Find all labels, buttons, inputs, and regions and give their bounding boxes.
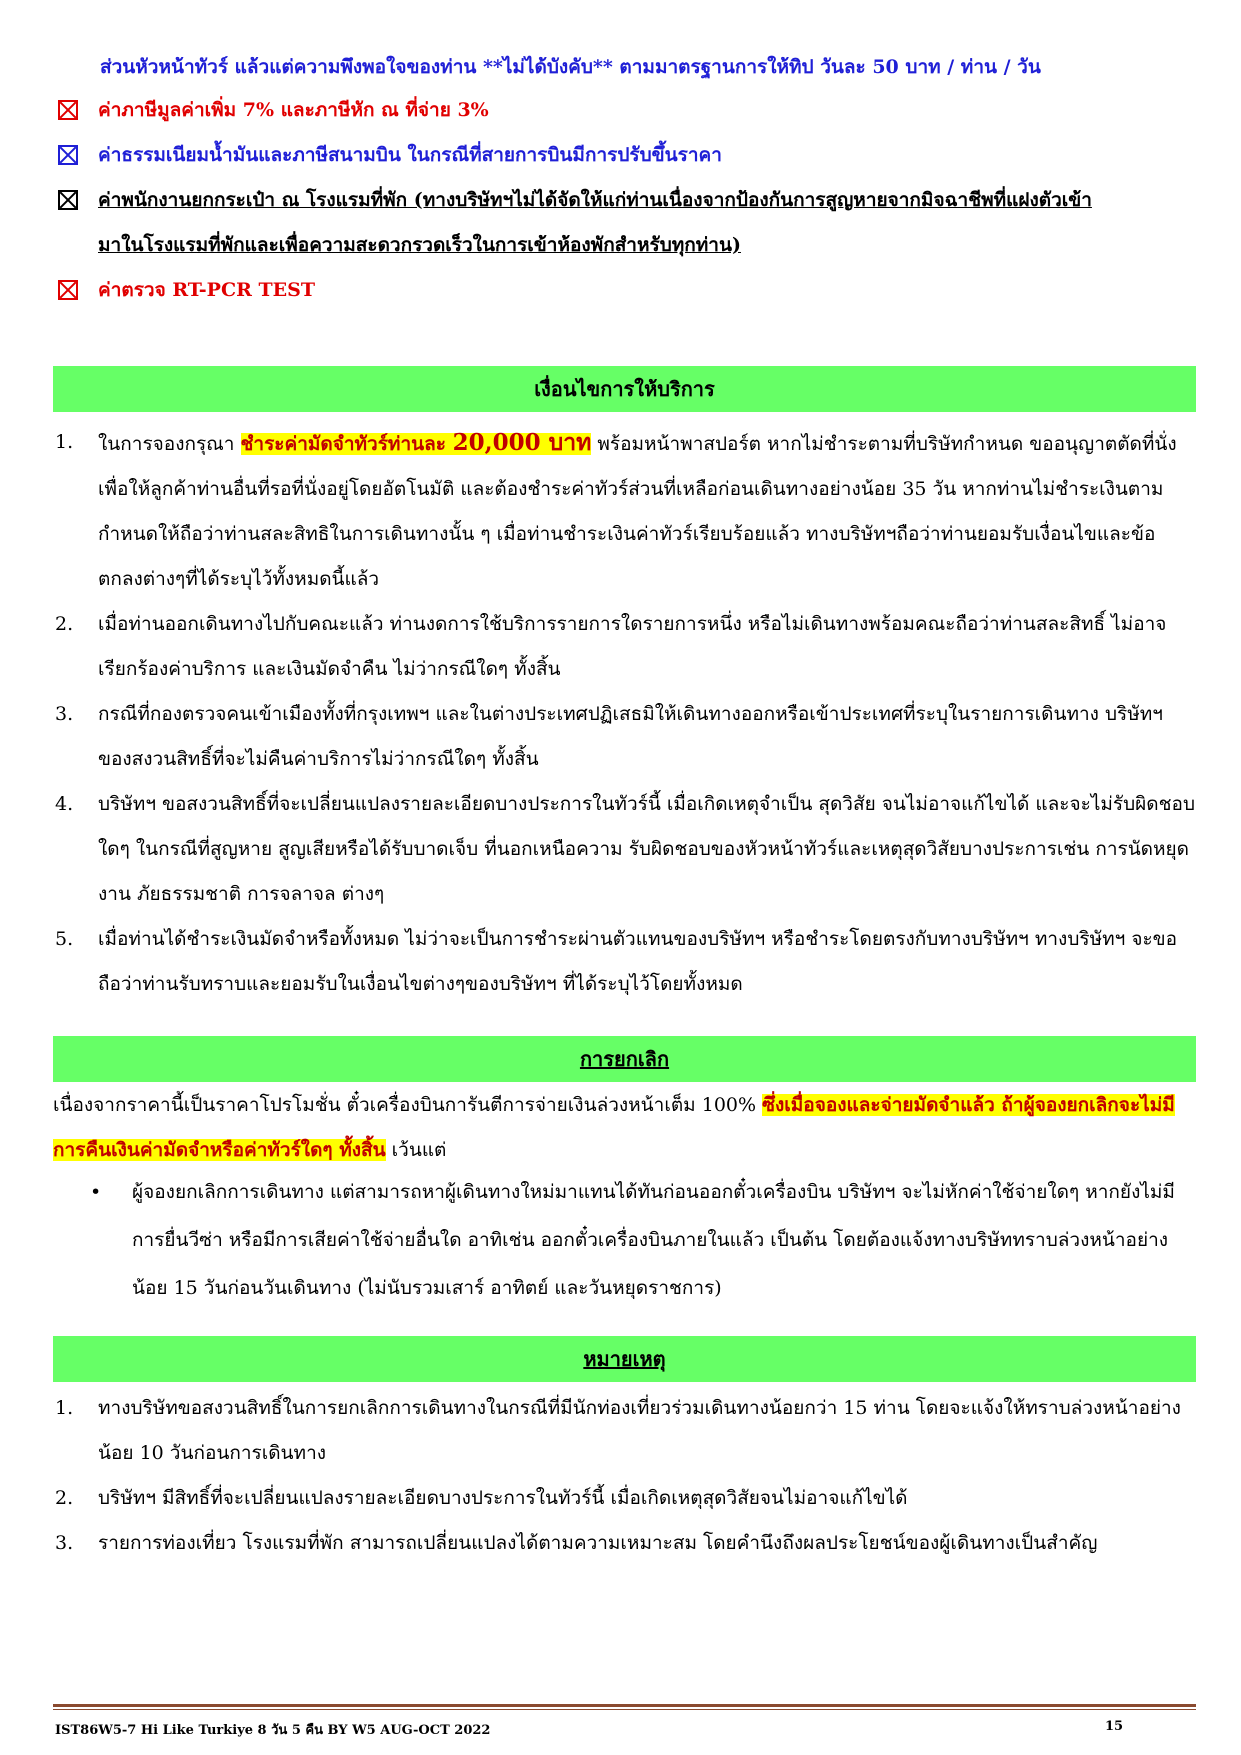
list-text: รายการท่องเที่ยว โรงแรมที่พัก สามารถเปลี่ยนแปลงได้ตามความเหมาะสม โดยคำนึงถึงผลประโยชน์ของผู้เดินทางเป็นสำคัญ <box>98 1532 1098 1554</box>
list-item <box>53 1386 1196 1476</box>
excluded-item-rtpcr <box>58 268 1198 313</box>
list-item <box>53 917 1196 1007</box>
section-heading-text: การยกเลิก <box>579 1047 670 1071</box>
list-text: ในการจองกรุณา <box>98 433 241 455</box>
list-number: 2. <box>55 1487 74 1509</box>
tip-note: ส่วนหัวหน้าทัวร์ แล้วแต่ความพึงพอใจของท่าน **ไม่ได้บังคับ** ตามมาตรฐานการให้ทิป วันละ 50 บาท / ท่าน / วัน <box>100 56 1041 78</box>
list-text: บริษัทฯ มีสิทธิ์ที่จะเปลี่ยนแปลงรายละเอียดบางประการในทัวร์นี้ เมื่อเกิดเหตุสุดวิสัยจนไม่อาจแก้ไขได้ <box>98 1487 908 1509</box>
checkbox-crossed-icon <box>58 100 78 120</box>
cancellation-text: เว้นแต่ <box>385 1139 447 1161</box>
conditions-list <box>53 420 1196 1007</box>
section-heading-cancellation <box>53 1036 1196 1082</box>
footer-title: IST86W5-7 Hi Like Turkiye 8 วัน 5 คืน BY W5 AUG-OCT 2022 <box>55 1723 491 1738</box>
list-text: บริษัทฯ ขอสงวนสิทธิ์ที่จะเปลี่ยนแปลงรายละเอียดบางประการในทัวร์นี้ เมื่อเกิดเหตุจำเป็น สุดวิสัย จนไม่อาจแก้ไขได้ และจะไม่รับผิดชอบใดๆ ในกรณีที่สูญหาย สูญเสียหรือได้รับบาดเจ็บ ที่นอกเหนือความ รับผิดชอบของหัวหน้าทัวร์และเหตุสุดวิสัยบางประการเช่น การนัดหยุดงาน ภัยธรรมชาติ การจลาจล ต่างๆ <box>98 793 1195 905</box>
excluded-item-label: ค่าตรวจ RT-PCR TEST <box>98 279 315 301</box>
excluded-item-label-line1: ค่าพนักงานยกกระเป๋า ณ โรงแรมที่พัก (ทางบริษัทฯไม่ได้จัดให้แก่ท่านเนื่องจากป้องกันการสูญหายจากมิจฉาชีพที่แฝงตัวเข้า <box>98 189 1092 211</box>
footer-rule-thin <box>53 1709 1196 1710</box>
excluded-item-label: ค่าภาษีมูลค่าเพิ่ม 7% และภาษีหัก ณ ที่จ่าย 3% <box>98 99 489 121</box>
cancellation-highlight: ซึ่งเมื่อจองและจ่ายมัดจำแล้ว ถ้าผู้จองยกเลิกจะไม่มีการคืนเงินค่ามัดจำหรือค่าทัวร์ใดๆ ทั้งสิ้น <box>53 1094 1175 1161</box>
section-heading-text: หมายเหตุ <box>583 1347 666 1371</box>
bullet-text: ผู้จองยกเลิกการเดินทาง แต่สามารถหาผู้เดินทางใหม่มาแทนได้ทันก่อนออกตั๋วเครื่องบิน บริษัทฯ จะไม่หักค่าใช้จ่ายใดๆ หากยังไม่มีการยื่นวีซ่า หรือมีการเสียค่าใช้จ่ายอื่นใด อาทิเช่น ออกตั๋วเครื่องบินภายในแล้ว เป็นต้น โดยต้องแจ้งทางบริษัททราบล่วงหน้าอย่างน้อย 15 วันก่อนวันเดินทาง (ไม่นับรวมเสาร์ อาทิตย์ และวันหยุดราชการ) <box>132 1181 1175 1299</box>
deposit-amount: 20,000 บาท <box>452 429 592 456</box>
list-text: เมื่อท่านได้ชำระเงินมัดจำหรือทั้งหมด ไม่ว่าจะเป็นการชำระผ่านตัวแทนของบริษัทฯ หรือชำระโดยตรงกับทางบริษัทฯ ทางบริษัทฯ จะขอถือว่าท่านรับทราบและยอมรับในเงื่อนไขต่างๆของบริษัทฯ ที่ได้ระบุไว้โดยทั้งหมด <box>98 928 1178 995</box>
checkbox-crossed-icon <box>58 280 78 300</box>
section-heading-text: เงื่อนไขการให้บริการ <box>534 377 715 401</box>
list-item <box>53 602 1196 692</box>
list-text: พร้อมหน้าพาสปอร์ต หากไม่ชำระตามที่บริษัทกำหนด ขออนุญาตตัดที่นั่งเพื่อให้ลูกค้าท่านอื่นที่รอที่นั่งอยู่โดยอัตโนมัติ และต้องชำระค่าทัวร์ส่วนที่เหลือก่อนเดินทางอย่างน้อย 35 วัน หากท่านไม่ชำระเงินตามกำหนดให้ถือว่าท่านสละสิทธิในการเดินทางนั้น ๆ เมื่อท่านชำระเงินค่าทัวร์เรียบร้อยแล้ว ทางบริษัทฯถือว่าท่านยอมรับเงื่อนไขและข้อตกลงต่างๆที่ได้ระบุไว้ทั้งหมดนี้แล้ว <box>98 433 1177 590</box>
cancellation-text: เนื่องจากราคานี้เป็นราคาโปรโมชั่น ตั๋วเครื่องบินการันตีการจ่ายเงินล่วงหน้าเต็ม 100% <box>53 1094 763 1116</box>
list-item <box>53 420 1196 602</box>
list-item <box>53 692 1196 782</box>
footer-rule <box>53 1704 1196 1707</box>
list-item <box>53 1476 1196 1521</box>
excluded-item-fuel <box>58 133 1198 178</box>
excluded-item-vat <box>58 88 1198 133</box>
deposit-highlight <box>240 429 592 456</box>
section-heading-conditions <box>53 366 1196 412</box>
excluded-item-label <box>98 178 1092 268</box>
list-number: 3. <box>55 703 74 725</box>
excluded-item-porter <box>58 178 1198 268</box>
list-text: ทางบริษัทขอสงวนสิทธิ์ในการยกเลิกการเดินทางในกรณีที่มีนักท่องเที่ยวร่วมเดินทางน้อยกว่า 15 ท่าน โดยจะแจ้งให้ทราบล่วงหน้าอย่างน้อย 10 วันก่อนการเดินทาง <box>98 1397 1181 1464</box>
cancellation-bullet <box>90 1168 1196 1312</box>
cancellation-intro <box>53 1083 1196 1173</box>
checkbox-crossed-icon <box>58 190 78 210</box>
list-number: 1. <box>55 431 74 453</box>
list-number: 1. <box>55 1397 74 1419</box>
list-number: 5. <box>55 928 74 950</box>
list-number: 4. <box>55 793 74 815</box>
page-number: 15 <box>1105 1719 1124 1734</box>
section-heading-remarks <box>53 1336 1196 1382</box>
list-text: กรณีที่กองตรวจคนเข้าเมืองทั้งที่กรุงเทพฯ และในต่างประเทศปฏิเสธมิให้เดินทางออกหรือเข้าประเทศที่ระบุในรายการเดินทาง บริษัทฯ ของสงวนสิทธิ์ที่จะไม่คืนค่าบริการไม่ว่ากรณีใดๆ ทั้งสิ้น <box>98 703 1163 770</box>
list-number: 3. <box>55 1532 74 1554</box>
remarks-list <box>53 1386 1196 1566</box>
excluded-item-label: ค่าธรรมเนียมน้ำมันและภาษีสนามบิน ในกรณีที่สายการบินมีการปรับขึ้นราคา <box>98 144 722 166</box>
deposit-label: ชำระค่ามัดจำทัวร์ท่านละ <box>240 433 453 455</box>
checkbox-crossed-icon <box>58 145 78 165</box>
excluded-item-label-line2: มาในโรงแรมที่พักและเพื่อความสะดวกรวดเร็วในการเข้าห้องพักสำหรับทุกท่าน) <box>98 234 741 256</box>
bullet-icon: • <box>90 1181 102 1203</box>
list-text: เมื่อท่านออกเดินทางไปกับคณะแล้ว ท่านงดการใช้บริการรายการใดรายการหนึ่ง หรือไม่เดินทางพร้อมคณะถือว่าท่านสละสิทธิ์ ไม่อาจเรียกร้องค่าบริการ และเงินมัดจำคืน ไม่ว่ากรณีใดๆ ทั้งสิ้น <box>98 613 1167 680</box>
list-number: 2. <box>55 613 74 635</box>
list-item <box>53 782 1196 917</box>
list-item <box>53 1521 1196 1566</box>
